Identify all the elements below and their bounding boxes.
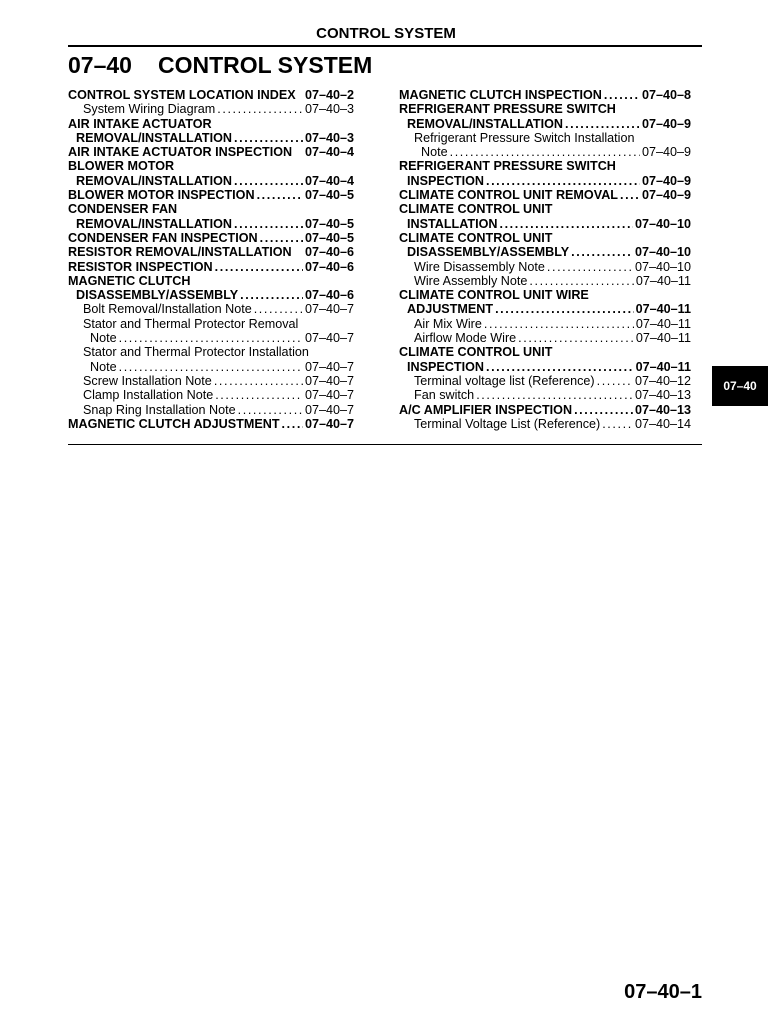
page-title [68, 52, 372, 78]
toc-entry-title: REMOVAL/INSTALLATION [76, 173, 233, 188]
toc-entry[interactable] [68, 331, 354, 345]
toc-entry-title: REMOVAL/INSTALLATION [76, 130, 233, 145]
toc-entry[interactable] [68, 374, 354, 388]
toc-page-ref[interactable]: 07–40–7 [304, 302, 354, 317]
toc-entry [399, 202, 691, 216]
toc-page-ref[interactable]: 07–40–4 [304, 173, 354, 188]
toc-page-ref[interactable]: 07–40–14 [634, 416, 691, 431]
toc-entry[interactable] [399, 331, 691, 345]
toc-leader [563, 117, 640, 131]
toc-page-ref[interactable]: 07–40–11 [635, 316, 691, 331]
toc-entry-title: ADJUSTMENT [407, 302, 494, 317]
toc-entry[interactable] [399, 388, 691, 402]
toc-entry[interactable] [68, 231, 354, 245]
toc-entry-title: Refrigerant Pressure Switch Installation [414, 130, 635, 145]
toc-leader [572, 403, 633, 417]
toc-entry-title: CLIMATE CONTROL UNIT REMOVAL [399, 188, 618, 203]
toc-entry-title: Note [90, 359, 117, 374]
toc-entry-title: Note [90, 331, 117, 346]
toc-entry[interactable] [399, 374, 691, 388]
toc-page-ref[interactable]: 07–40–11 [635, 302, 691, 317]
toc-entry[interactable] [68, 260, 354, 274]
toc-entry-title: REFRIGERANT PRESSURE SWITCH [399, 159, 616, 174]
toc-leader [236, 403, 303, 417]
toc-page-ref[interactable]: 07–40–9 [641, 173, 691, 188]
toc-entry-title: RESISTOR REMOVAL/INSTALLATION [68, 245, 292, 260]
toc-page-ref[interactable]: 07–40–11 [635, 359, 691, 374]
toc-leader [527, 274, 634, 288]
toc-page-ref[interactable]: 07–40–9 [641, 116, 691, 131]
section-title: CONTROL SYSTEM [158, 52, 373, 78]
toc-right-column [399, 88, 691, 431]
toc-entry-title: Stator and Thermal Protector Removal [83, 316, 299, 331]
toc-entry [399, 131, 691, 145]
toc-page-ref[interactable]: 07–40–11 [635, 273, 691, 288]
toc-entry-title: CLIMATE CONTROL UNIT [399, 202, 553, 217]
toc-entry-title: CONDENSER FAN INSPECTION [68, 230, 258, 245]
toc-leader [493, 302, 634, 316]
toc-entry [68, 345, 354, 359]
toc-entry[interactable] [68, 174, 354, 188]
toc-leader [232, 131, 303, 145]
toc-leader [258, 231, 303, 245]
toc-leader [252, 302, 303, 316]
toc-leader [497, 217, 632, 231]
toc-page-ref[interactable]: 07–40–8 [641, 88, 691, 102]
toc-entry [399, 102, 691, 116]
toc-entry[interactable] [399, 88, 691, 102]
toc-entry[interactable] [399, 403, 691, 417]
toc-page-ref[interactable]: 07–40–2 [304, 88, 354, 102]
section-number: 07–40 [68, 52, 132, 78]
toc-entry-title: A/C AMPLIFIER INSPECTION [399, 402, 573, 417]
toc-entry[interactable] [68, 217, 354, 231]
toc-page-ref[interactable]: 07–40–5 [304, 188, 354, 203]
toc-entry-title: Wire Disassembly Note [414, 259, 545, 274]
toc-entry-title: CONTROL SYSTEM LOCATION INDEX [68, 88, 296, 102]
toc-leader [618, 188, 640, 202]
toc-page-ref[interactable]: 07–40–5 [304, 230, 354, 245]
toc-entry-title: REFRIGERANT PRESSURE SWITCH [399, 102, 616, 117]
toc-leader [255, 188, 303, 202]
toc-entry-title: INSTALLATION [407, 216, 498, 231]
toc-leader [545, 260, 633, 274]
toc-page-ref[interactable]: 07–40–3 [304, 102, 354, 117]
toc-leader [484, 360, 634, 374]
toc-leader [569, 245, 633, 259]
toc-entry[interactable] [399, 302, 691, 316]
toc-page-ref[interactable]: 07–40–4 [304, 145, 354, 160]
toc-entry-title: MAGNETIC CLUTCH [68, 273, 191, 288]
toc-entry-title: MAGNETIC CLUTCH INSPECTION [399, 88, 602, 102]
toc-entry[interactable] [399, 217, 691, 231]
toc-leader [280, 417, 303, 431]
running-header: CONTROL SYSTEM [316, 25, 456, 42]
toc-page-ref[interactable]: 07–40–6 [304, 259, 354, 274]
toc-page-ref[interactable]: 07–40–12 [634, 373, 691, 388]
toc-entry[interactable] [68, 302, 354, 316]
toc-leader [232, 174, 303, 188]
toc-page-ref[interactable]: 07–40–7 [304, 402, 354, 417]
toc-leader [516, 331, 634, 345]
toc-entry-title: INSPECTION [407, 359, 484, 374]
toc-page-ref[interactable]: 07–40–10 [634, 259, 691, 274]
toc-leader [212, 374, 303, 388]
toc-entry[interactable] [68, 288, 354, 302]
toc-entry-title: Stator and Thermal Protector Installation [83, 345, 309, 360]
toc-entry [68, 317, 354, 331]
toc-leader [238, 288, 303, 302]
toc-entry-title: Screw Installation Note [83, 373, 212, 388]
toc-entry-title: Note [421, 145, 448, 160]
toc-entry-title: BLOWER MOTOR [68, 159, 175, 174]
toc-entry-title: Fan switch [414, 388, 475, 403]
toc-leader [215, 102, 303, 116]
toc-entry [68, 274, 354, 288]
toc-entry[interactable] [399, 145, 691, 159]
toc-entry-title: Terminal voltage list (Reference) [414, 373, 595, 388]
toc-page-ref[interactable]: 07–40–3 [304, 130, 354, 145]
toc-page-ref[interactable]: 07–40–6 [304, 288, 354, 303]
toc-entry-title: INSPECTION [407, 173, 484, 188]
toc-entry[interactable] [399, 360, 691, 374]
toc-entry-title: Snap Ring Installation Note [83, 402, 236, 417]
toc-entry [399, 159, 691, 173]
toc-entry[interactable] [68, 188, 354, 202]
toc-page-ref[interactable]: 07–40–5 [304, 216, 354, 231]
section-side-tab[interactable]: 07–40 [712, 366, 768, 406]
toc-leader [595, 374, 633, 388]
toc-entry-title: Air Mix Wire [414, 316, 482, 331]
toc-entry-title: CLIMATE CONTROL UNIT WIRE [399, 288, 589, 303]
toc-entry-title: AIR INTAKE ACTUATOR INSPECTION [68, 145, 293, 160]
toc-entry-title: System Wiring Diagram [83, 102, 216, 117]
toc-page-ref[interactable]: 07–40–7 [304, 388, 354, 403]
toc-entry[interactable] [399, 317, 691, 331]
toc-entry-title: Airflow Mode Wire [414, 331, 517, 346]
toc-bottom-rule [68, 444, 702, 445]
toc-leader [117, 360, 303, 374]
toc-entry-title: Terminal Voltage List (Reference) [414, 416, 601, 431]
toc-leader [213, 260, 303, 274]
toc-page-ref[interactable]: 07–40–7 [304, 373, 354, 388]
toc-entry-title: BLOWER MOTOR INSPECTION [68, 188, 255, 203]
toc-page-ref[interactable]: 07–40–9 [641, 145, 691, 160]
toc-page-ref[interactable]: 07–40–10 [634, 216, 691, 231]
toc-entry[interactable] [399, 188, 691, 202]
toc-entry[interactable] [399, 117, 691, 131]
toc-page-ref[interactable]: 07–40–9 [641, 188, 691, 203]
toc-leader [484, 174, 640, 188]
toc-entry-title: CONDENSER FAN [68, 202, 178, 217]
page-number: 07–40–1 [624, 981, 702, 1003]
toc-entry [68, 117, 354, 131]
toc-entry[interactable] [68, 245, 354, 259]
header-rule [68, 45, 702, 47]
toc-leader [602, 88, 640, 102]
toc-page-ref[interactable]: 07–40–7 [304, 331, 354, 346]
toc-entry-title: DISASSEMBLY/ASSEMBLY [76, 288, 239, 303]
toc-entry-title: REMOVAL/INSTALLATION [407, 116, 564, 131]
toc-leader [448, 145, 640, 159]
toc-entry-title: REMOVAL/INSTALLATION [76, 216, 233, 231]
toc-entry[interactable] [68, 388, 354, 402]
toc-page-ref[interactable]: 07–40–11 [635, 331, 691, 346]
toc-entry[interactable] [68, 88, 354, 102]
toc-entry[interactable] [68, 403, 354, 417]
toc-leader [232, 217, 303, 231]
toc-entry-title: DISASSEMBLY/ASSEMBLY [407, 245, 570, 260]
toc-entry[interactable] [399, 417, 691, 431]
toc-leader [213, 388, 303, 402]
toc-entry-title: CLIMATE CONTROL UNIT [399, 230, 553, 245]
toc-page-ref[interactable]: 07–40–13 [634, 402, 691, 417]
toc-leader [600, 417, 633, 431]
toc-page-ref[interactable]: 07–40–10 [634, 245, 691, 260]
toc-entry [399, 345, 691, 359]
toc-entry[interactable] [68, 145, 354, 159]
toc-page-ref[interactable]: 07–40–13 [634, 388, 691, 403]
toc-left-column [68, 88, 354, 431]
toc-entry[interactable] [68, 360, 354, 374]
toc-entry-title: MAGNETIC CLUTCH ADJUSTMENT [68, 416, 280, 431]
toc-entry [68, 202, 354, 216]
toc-entry-title: Wire Assembly Note [414, 273, 528, 288]
toc-entry-title: RESISTOR INSPECTION [68, 259, 213, 274]
toc-entry[interactable] [399, 260, 691, 274]
toc-leader [482, 317, 634, 331]
toc-entry[interactable] [399, 274, 691, 288]
toc-entry [399, 288, 691, 302]
toc-entry[interactable] [399, 245, 691, 259]
toc-entry[interactable] [68, 131, 354, 145]
toc-entry[interactable] [399, 174, 691, 188]
toc-entry[interactable] [68, 417, 354, 431]
toc-leader [474, 388, 633, 402]
toc-entry [68, 159, 354, 173]
toc-entry-title: Clamp Installation Note [83, 388, 214, 403]
toc-entry-title: CLIMATE CONTROL UNIT [399, 345, 553, 360]
toc-page-ref[interactable]: 07–40–7 [304, 416, 354, 431]
toc-entry-title: Bolt Removal/Installation Note [83, 302, 252, 317]
toc-leader [117, 331, 303, 345]
toc-entry-title: AIR INTAKE ACTUATOR [68, 116, 212, 131]
toc-page-ref[interactable]: 07–40–7 [304, 359, 354, 374]
toc-entry[interactable] [68, 102, 354, 116]
toc-page-ref[interactable]: 07–40–6 [304, 245, 354, 260]
toc-entry [399, 231, 691, 245]
